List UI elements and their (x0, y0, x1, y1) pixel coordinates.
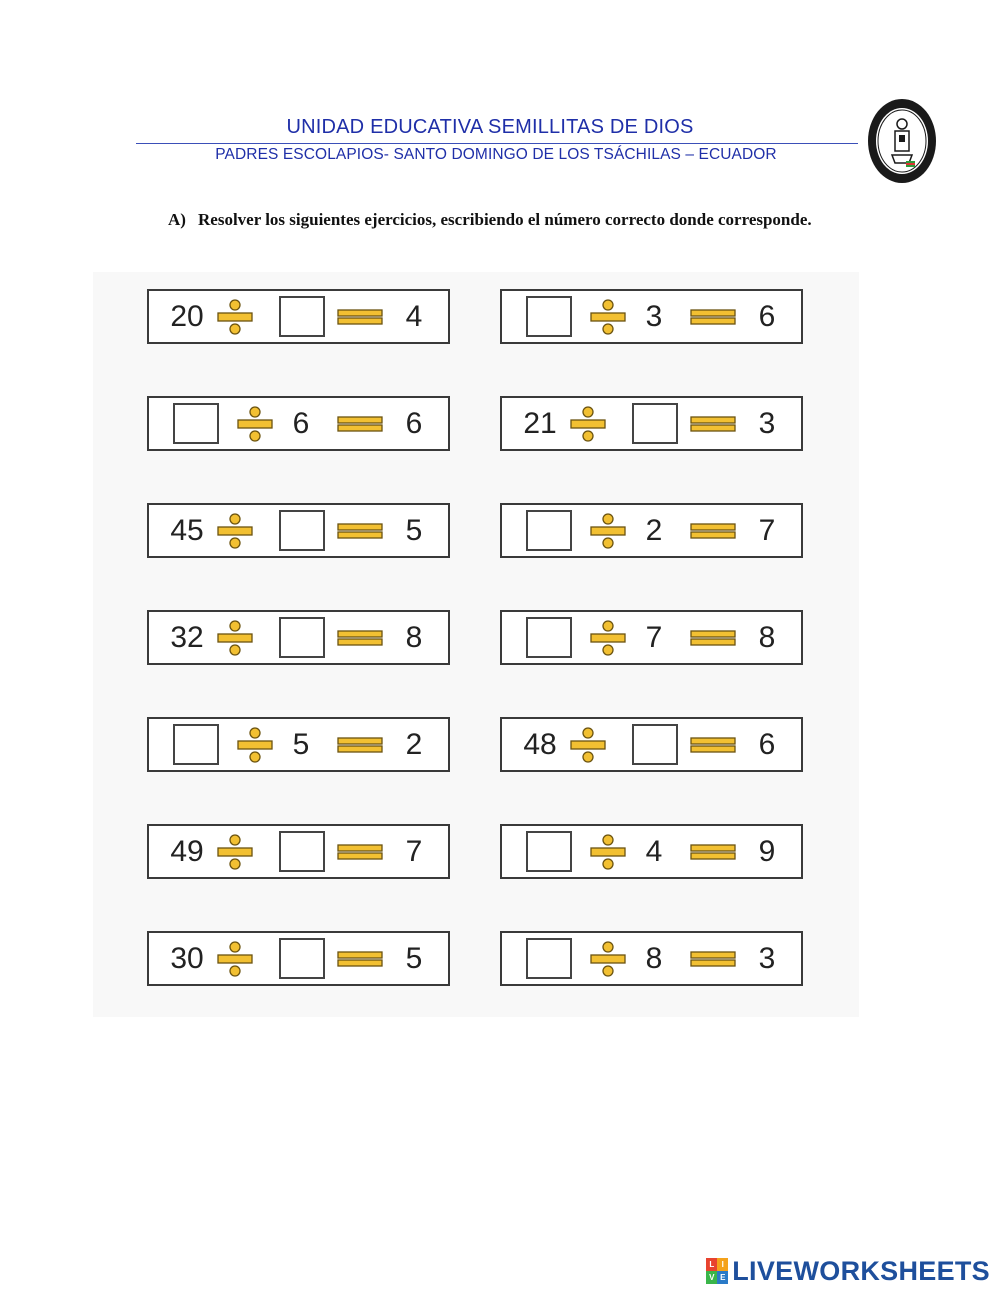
division-exercise (147, 289, 450, 344)
liveworksheets-brand (706, 1255, 990, 1287)
dividend-number: 30 (170, 942, 204, 975)
school-seal-icon (866, 97, 938, 185)
answer-box-dividend[interactable] (526, 510, 572, 551)
divisor-number: 8 (645, 942, 663, 975)
equals-sign-icon (337, 505, 383, 556)
quotient-number: 9 (758, 835, 776, 868)
dividend-number: 32 (170, 621, 204, 654)
brand-mark-letter: V (706, 1271, 717, 1284)
division-sign-icon (588, 612, 628, 663)
quotient-number: 8 (405, 621, 423, 654)
division-sign-icon (568, 398, 608, 449)
brand-mark-letter: L (706, 1258, 717, 1271)
division-exercise (500, 289, 803, 344)
division-sign-icon (215, 826, 255, 877)
quotient-number: 6 (758, 300, 776, 333)
division-exercise (147, 503, 450, 558)
dividend-number: 20 (170, 300, 204, 333)
quotient-number: 6 (405, 407, 423, 440)
division-sign-icon (588, 826, 628, 877)
equals-sign-icon (690, 719, 736, 770)
division-exercise (147, 824, 450, 879)
equals-sign-icon (690, 933, 736, 984)
answer-box-dividend[interactable] (526, 938, 572, 979)
answer-box-dividend[interactable] (526, 296, 572, 337)
instruction-text: Resolver los siguientes ejercicios, escribiendo el número correcto donde corresponde. (198, 210, 812, 229)
answer-box-divisor[interactable] (632, 403, 678, 444)
division-sign-icon (215, 505, 255, 556)
division-sign-icon (588, 291, 628, 342)
brand-name: LIVEWORKSHEETS (732, 1255, 990, 1286)
division-sign-icon (568, 719, 608, 770)
division-sign-icon (215, 612, 255, 663)
division-sign-icon (215, 291, 255, 342)
division-sign-icon (588, 505, 628, 556)
division-exercise (500, 717, 803, 772)
quotient-number: 5 (405, 942, 423, 975)
brand-mark-letter: E (717, 1271, 728, 1284)
division-sign-icon (235, 719, 275, 770)
division-sign-icon (215, 933, 255, 984)
equals-sign-icon (690, 291, 736, 342)
answer-box-divisor[interactable] (279, 617, 325, 658)
quotient-number: 2 (405, 728, 423, 761)
quotient-number: 4 (405, 300, 423, 333)
division-sign-icon (588, 933, 628, 984)
answer-box-divisor[interactable] (279, 831, 325, 872)
dividend-number: 48 (523, 728, 557, 761)
division-exercise (500, 396, 803, 451)
equals-sign-icon (690, 612, 736, 663)
divisor-number: 5 (292, 728, 310, 761)
header-divider (136, 143, 858, 144)
equals-sign-icon (690, 398, 736, 449)
quotient-number: 5 (405, 514, 423, 547)
division-exercise (147, 931, 450, 986)
answer-box-divisor[interactable] (632, 724, 678, 765)
equals-sign-icon (337, 826, 383, 877)
division-exercise (500, 824, 803, 879)
equals-sign-icon (337, 291, 383, 342)
answer-box-divisor[interactable] (279, 938, 325, 979)
dividend-number: 49 (170, 835, 204, 868)
equals-sign-icon (337, 612, 383, 663)
equals-sign-icon (690, 826, 736, 877)
divisor-number: 6 (292, 407, 310, 440)
brand-mark-letter: I (717, 1258, 728, 1271)
dividend-number: 45 (170, 514, 204, 547)
liveworksheets-logo-icon (706, 1258, 728, 1284)
quotient-number: 7 (405, 835, 423, 868)
answer-box-divisor[interactable] (279, 510, 325, 551)
school-name: UNIDAD EDUCATIVA SEMILLITAS DE DIOS (286, 116, 694, 138)
answer-box-dividend[interactable] (173, 724, 219, 765)
equals-sign-icon (337, 933, 383, 984)
division-exercise (500, 931, 803, 986)
quotient-number: 3 (758, 407, 776, 440)
quotient-number: 6 (758, 728, 776, 761)
quotient-number: 3 (758, 942, 776, 975)
division-exercise (147, 396, 450, 451)
divisor-number: 7 (645, 621, 663, 654)
answer-box-dividend[interactable] (526, 831, 572, 872)
quotient-number: 8 (758, 621, 776, 654)
answer-box-dividend[interactable] (173, 403, 219, 444)
school-location: PADRES ESCOLAPIOS- SANTO DOMINGO DE LOS TSÁCHILAS – ECUADOR (215, 146, 777, 163)
division-exercise (147, 717, 450, 772)
division-sign-icon (235, 398, 275, 449)
answer-box-dividend[interactable] (526, 617, 572, 658)
divisor-number: 3 (645, 300, 663, 333)
dividend-number: 21 (523, 407, 557, 440)
division-exercise (147, 610, 450, 665)
answer-box-divisor[interactable] (279, 296, 325, 337)
equals-sign-icon (337, 719, 383, 770)
quotient-number: 7 (758, 514, 776, 547)
divisor-number: 4 (645, 835, 663, 868)
equals-sign-icon (690, 505, 736, 556)
instruction-marker: A) (168, 210, 186, 229)
divisor-number: 2 (645, 514, 663, 547)
division-exercise (500, 610, 803, 665)
equals-sign-icon (337, 398, 383, 449)
instruction (168, 207, 828, 232)
division-exercise (500, 503, 803, 558)
